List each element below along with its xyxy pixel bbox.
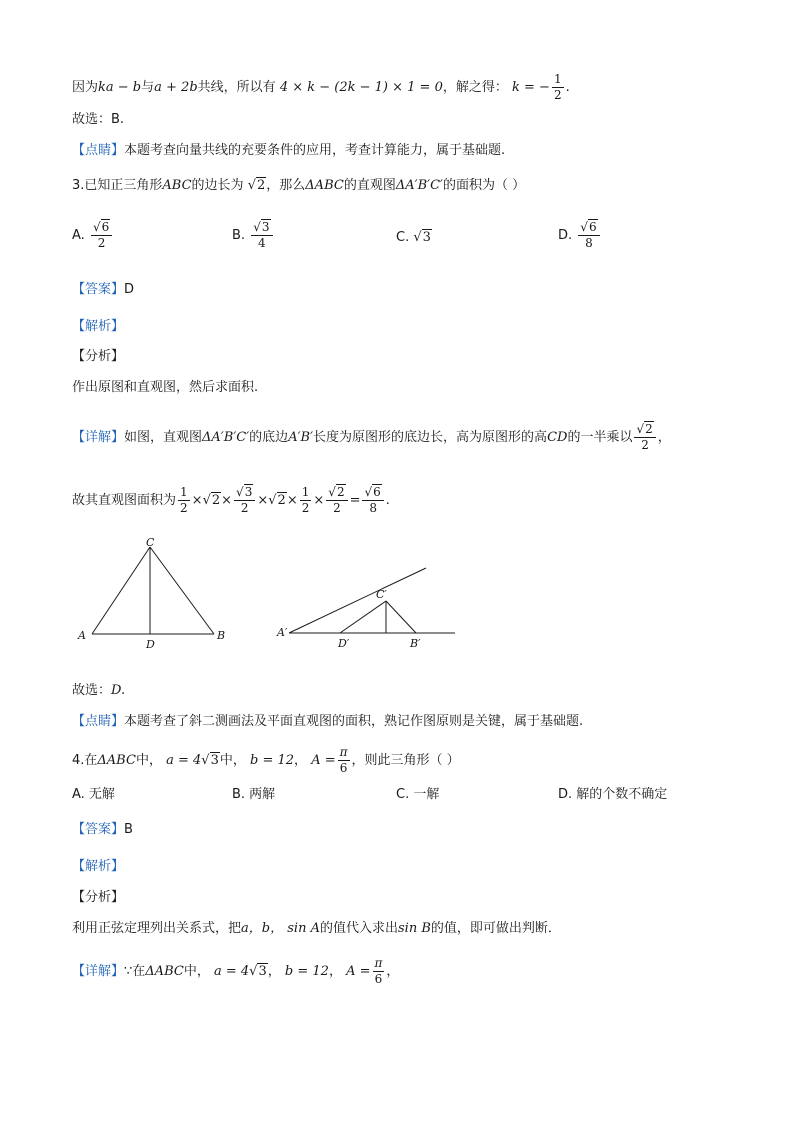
q4-detail-line: 【详解】∵在ΔABC中， a = 4√3， b = 12， A = $\frac{\pi}{6}$ ， xyxy=(72,956,400,986)
text: 与 xyxy=(141,80,155,95)
choice-line: 故选：B. xyxy=(72,112,125,127)
label-a: A xyxy=(78,629,86,642)
label-c-prime: C′ xyxy=(376,588,387,601)
original-triangle-figure xyxy=(72,535,242,655)
edge-cb xyxy=(150,547,214,634)
q4-option-d: D. 解的个数不确定 xyxy=(558,787,668,802)
edge-cb xyxy=(386,601,416,633)
analysis-heading: 【解析】 xyxy=(72,319,125,334)
q4-fenxi-text: 利用正弦定理列出关系式，把a，b， sin A的值代入求出sin B的值，即可做出判断． xyxy=(72,921,561,936)
label-b-prime: B′ xyxy=(410,637,421,650)
q4-fenxi-heading: 【分析】 xyxy=(72,890,125,905)
q4-option-a: A. 无解 xyxy=(72,787,115,802)
text: ，解之得： xyxy=(442,80,508,95)
detail-line: 【详解】如图，直观图ΔA′B′C′的底边A′B′长度为原图形的底边长，高为原图形的高CD的一半乘以 $\frac{√2}{2}$ ， xyxy=(72,422,671,452)
q4-option-c: C. 一解 xyxy=(396,787,440,802)
dianjing-line-2: 【点睛】本题考查了斜二测画法及平面直观图的面积，熟记作图原则是关键，属于基础题. xyxy=(72,714,584,729)
label-b: B xyxy=(217,629,226,642)
label-d: D xyxy=(146,638,155,651)
fenxi-heading: 【分析】 xyxy=(72,349,125,364)
option-c: C. √3 xyxy=(396,230,431,245)
question-4-stem: 4.在ΔABC中， a = 4√3中， b = 12， A = $\frac{\pi}{6}$ ，则此三角形（ ） xyxy=(72,745,460,775)
q4-analysis-heading: 【解析】 xyxy=(72,859,125,874)
fraction: $\frac{1}{2}$ xyxy=(553,72,562,102)
label-d-prime: D′ xyxy=(338,637,350,650)
option-a: A. $\frac{√6}{2}$ xyxy=(72,220,114,251)
choose-line: 故选：D. xyxy=(72,683,126,698)
fenxi-text: 作出原图和直观图，然后求面积. xyxy=(72,380,259,395)
answer-line: 【答案】D xyxy=(72,282,135,297)
text: 因为 xyxy=(72,80,99,95)
ray-a-c xyxy=(289,568,426,633)
q4-answer-line: 【答案】B xyxy=(72,822,133,837)
label-a-prime: A′ xyxy=(277,626,288,639)
label-c: C xyxy=(146,536,155,549)
option-b: B. $\frac{√3}{4}$ xyxy=(232,220,275,251)
solution-line-1: 因为ka − b与a + 2b共线，所以有 4 × k − (2k − 1) × 1 = 0，解之得： k = − $\frac{1}{2}$ . xyxy=(72,72,570,102)
edge-ac xyxy=(92,547,150,634)
oblique-view-figure xyxy=(272,560,462,655)
section-tag: 【点睛】 xyxy=(72,143,125,158)
vector-expr-1: ka − b xyxy=(98,80,142,95)
equation: 4 × k − (2k − 1) × 1 = 0 xyxy=(279,80,443,95)
sqrt: √2 xyxy=(247,178,266,193)
q4-option-b: B. 两解 xyxy=(232,787,276,802)
option-d: D. $\frac{√6}{8}$ xyxy=(558,220,602,251)
vector-expr-2: a + 2b xyxy=(154,80,198,95)
k-value: k = − xyxy=(512,80,550,95)
text: 共线，所以有 xyxy=(197,80,276,95)
area-line: 故其直观图面积为 $\frac{1}{2}$ ×√2× $\frac{√3}{2}$ ×√2× $\frac{1}{2}$ × $\frac{√2}{2}$ = $\frac{√6}{8}$ . xyxy=(72,485,390,515)
question-3-stem: 3.已知正三角形ABC的边长为 √2，那么ΔABC的直观图ΔA′B′C′的面积为（ ） xyxy=(72,178,526,193)
dianjing-line: 【点睛】本题考查向量共线的充要条件的应用，考查计算能力，属于基础题. xyxy=(72,143,506,158)
